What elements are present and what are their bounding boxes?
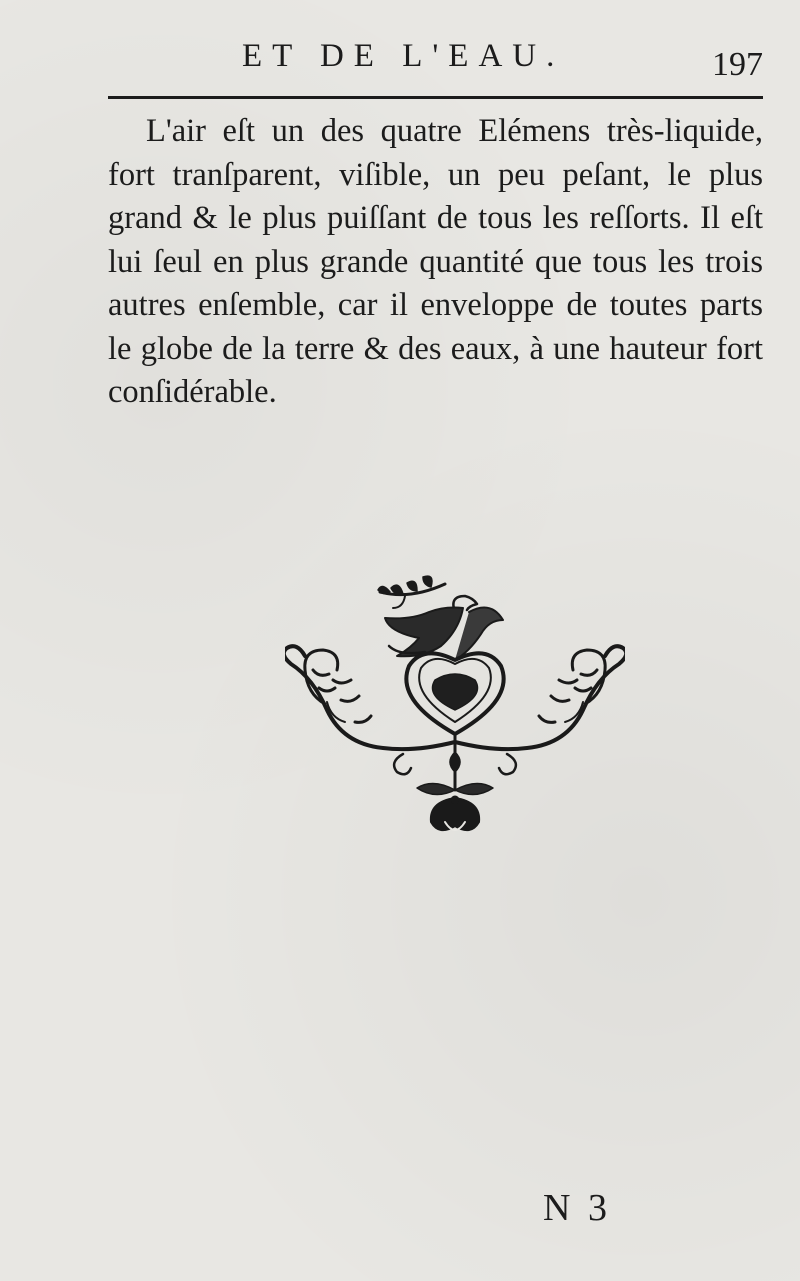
running-title: ET DE L'EAU. xyxy=(242,38,565,74)
page-number: 197 xyxy=(712,46,763,83)
body-paragraph: L'air eſt un des quatre Elémens très-liquide, fort tranſparent, viſible, un peu peſant, le plus grand & le plus puiſſant de tous les reſſorts. Il eſt lui ſeul en plus grande quantité que tous les trois autres enſemble, car il enveloppe de toutes parts le globe de la terre & des eaux, à une hauteur fort conſidérable. xyxy=(108,113,763,410)
dove-on-heart-vignette-icon xyxy=(285,572,625,847)
signature-mark: N 3 xyxy=(543,1187,611,1229)
header-rule xyxy=(108,96,763,99)
page-header xyxy=(108,38,763,98)
